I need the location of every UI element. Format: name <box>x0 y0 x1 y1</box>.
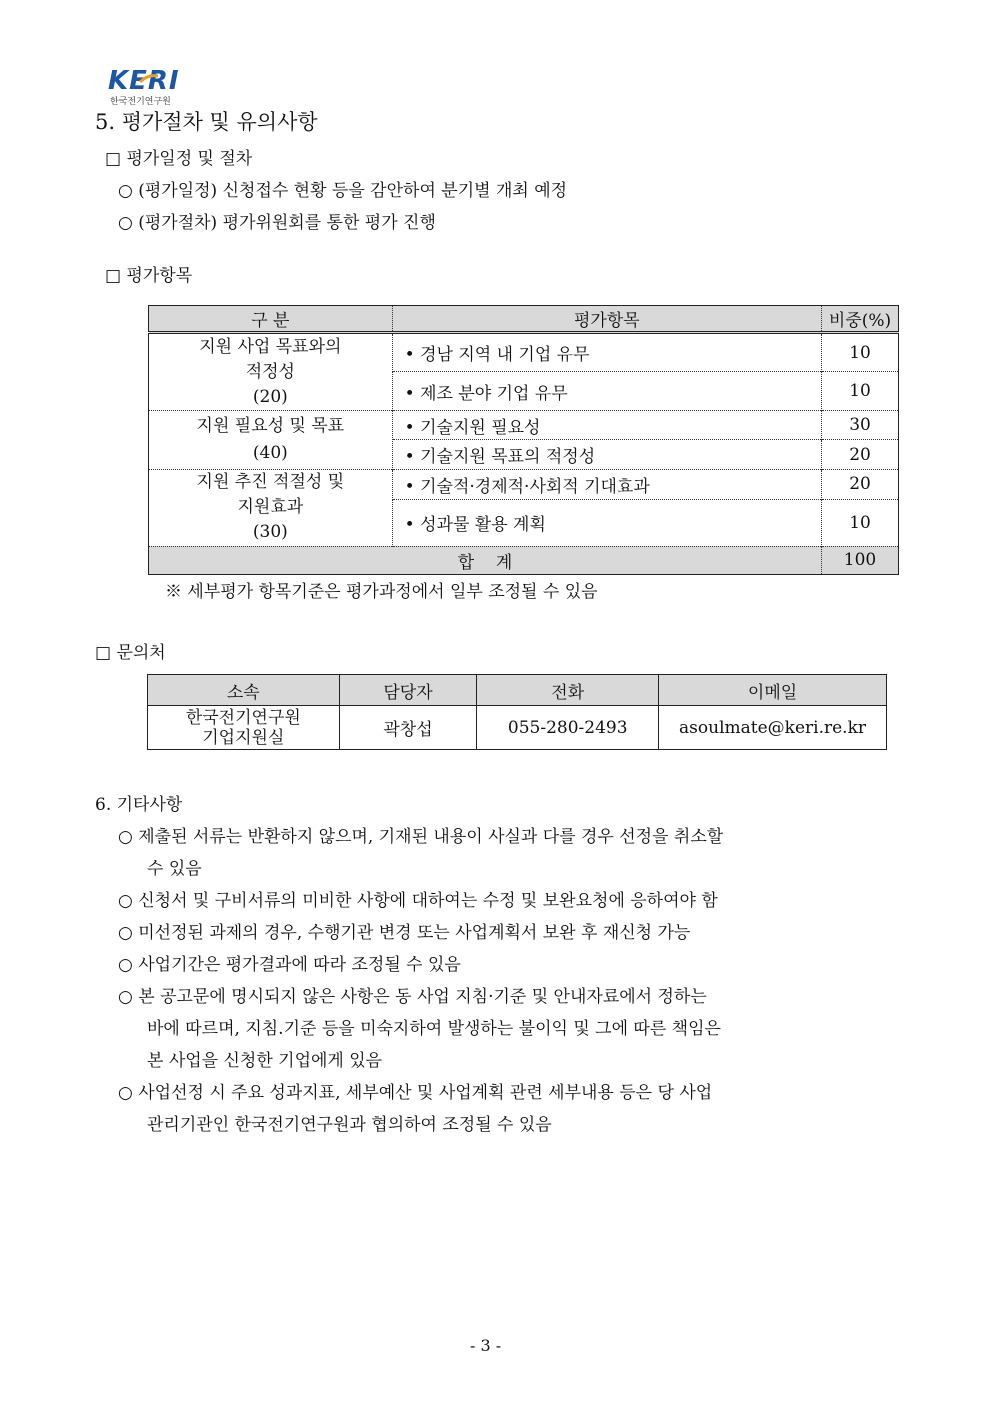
other-item: ○ 제출된 서류는 반환하지 않으며, 기재된 내용이 사실과 다를 경우 선정을 취소할 <box>118 827 724 847</box>
weight-cell: 20 <box>822 469 899 499</box>
other-item-cont: 본 사업을 신청한 기업에게 있음 <box>147 1051 383 1071</box>
other-item: ○ 사업기간은 평가결과에 따라 조정될 수 있음 <box>118 955 461 975</box>
total-label: 합 계 <box>149 546 822 574</box>
header-affiliation: 소속 <box>148 675 340 706</box>
header-email: 이메일 <box>659 675 887 706</box>
other-item: ○ 신청서 및 구비서류의 미비한 사항에 대하여는 수정 및 보완요청에 응하여야 함 <box>118 891 718 911</box>
weight-cell: 10 <box>822 500 899 547</box>
phone-cell: 055-280-2493 <box>477 706 659 750</box>
table-row <box>149 333 899 372</box>
schedule-item: ○ (평가일정) 신청접수 현황 등을 감안하여 분기별 개최 예정 <box>118 181 568 201</box>
header-person: 담당자 <box>339 675 477 706</box>
logo-swoosh-icon <box>138 72 160 86</box>
criteria-heading: □ 평가항목 <box>105 266 193 286</box>
email-link[interactable]: asoulmate@keri.re.kr <box>659 706 887 750</box>
section6-title: 6. 기타사항 <box>95 795 183 815</box>
table-row <box>149 411 899 440</box>
contact-heading: □ 문의처 <box>95 643 166 663</box>
header-category: 구 분 <box>149 306 393 333</box>
schedule-heading: □ 평가일정 및 절차 <box>105 149 253 169</box>
section5-title: 5. 평가절차 및 유의사항 <box>95 110 318 134</box>
category-cell: 지원 필요성 및 목표 (40) <box>149 411 393 470</box>
category-cell: 지원 사업 목표와의 적정성 (20) <box>149 333 393 411</box>
weight-cell: 20 <box>822 440 899 469</box>
category-cell: 지원 추진 적절성 및 지원효과 (30) <box>149 469 393 546</box>
other-item: ○ 미선정된 과제의 경우, 수행기관 변경 또는 사업계획서 보완 후 재신청 가능 <box>118 923 691 943</box>
total-value: 100 <box>822 546 899 574</box>
weight-cell: 10 <box>849 342 871 363</box>
other-item-cont: 관리기관인 한국전기연구원과 협의하여 조정될 수 있음 <box>147 1115 552 1135</box>
person-cell: 곽창섭 <box>339 706 477 750</box>
other-item: ○ 본 공고문에 명시되지 않은 사항은 동 사업 지침·기준 및 안내자료에서 정하는 <box>118 987 707 1007</box>
weight-cell: 30 <box>822 411 899 440</box>
other-item-cont: 수 있음 <box>147 859 202 879</box>
item-cell: • 제조 분야 기업 유무 <box>392 372 821 411</box>
weight-cell: 10 <box>822 372 899 411</box>
page-number: - 3 - <box>470 1336 502 1355</box>
table-header-row <box>149 306 899 333</box>
affiliation-cell: 한국전기연구원 기업지원실 <box>148 706 340 750</box>
table-total-row <box>149 546 899 574</box>
header-weight: 비중(%) <box>822 306 899 333</box>
other-item-cont: 바에 따르며, 지침.기준 등을 미숙지하여 발생하는 불이익 및 그에 따른 책임은 <box>147 1019 721 1039</box>
item-cell: • 기술적·경제적·사회적 기대효과 <box>392 469 821 499</box>
header-item: 평가항목 <box>392 306 821 333</box>
keri-logo <box>108 66 198 106</box>
contact-row <box>148 706 887 750</box>
item-cell: • 성과물 활용 계획 <box>392 500 821 547</box>
item-cell: • 기술지원 필요성 <box>392 411 821 440</box>
item-cell: • 기술지원 목표의 적정성 <box>392 440 821 469</box>
contact-table <box>147 674 887 750</box>
header-phone: 전화 <box>477 675 659 706</box>
logo-wordmark: KERI <box>108 66 180 96</box>
evaluation-table <box>148 305 899 575</box>
table-note: ※ 세부평가 항목기준은 평가과정에서 일부 조정될 수 있음 <box>165 582 598 602</box>
item-cell: • 경남 지역 내 기업 유무 <box>392 333 821 372</box>
table-row <box>149 469 899 499</box>
schedule-item: ○ (평가절차) 평가위원회를 통한 평가 진행 <box>118 213 436 233</box>
other-item: ○ 사업선정 시 주요 성과지표, 세부예산 및 사업계획 관련 세부내용 등은 당 사업 <box>118 1083 713 1103</box>
logo-subtitle: 한국전기연구원 <box>110 97 171 107</box>
contact-header-row <box>148 675 887 706</box>
